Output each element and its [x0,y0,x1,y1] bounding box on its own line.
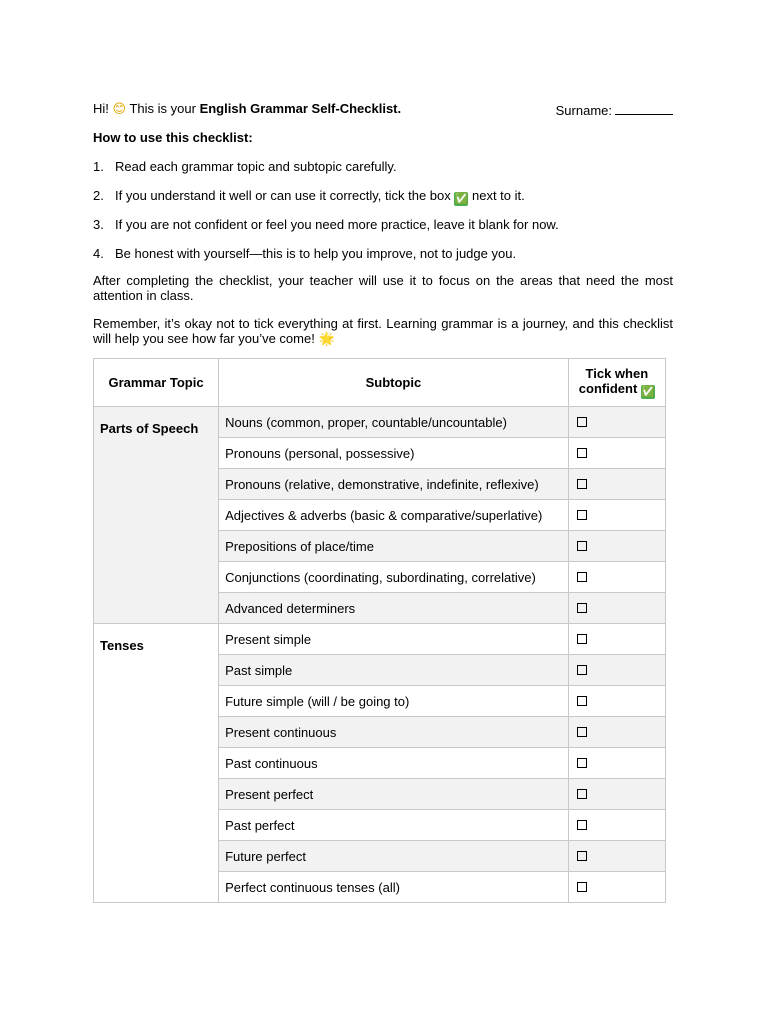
encouragement-paragraph: Remember, it’s okay not to tick everything at first. Learning grammar is a journey, and this checklist will help you see how far you’ve come! 🌟 [93,316,673,347]
subtopic-cell: Past simple [219,655,569,686]
tick-cell [568,686,665,717]
header-grammar-topic: Grammar Topic [94,359,219,407]
greeting: Hi! 😊 This is your English Grammar Self-Checklist. [93,101,402,117]
subtopic-cell: Conjunctions (coordinating, subordinating, correlative) [219,562,569,593]
table-row [94,407,666,438]
tick-cell [568,500,665,531]
header-tick: Tick when confident ✅ [568,359,665,407]
instruction-step: 1. Read each grammar topic and subtopic carefully. [93,159,397,174]
grammar-checklist-table [93,358,666,903]
tick-checkbox[interactable] [577,448,587,458]
subtopic-cell: Past continuous [219,748,569,779]
tick-checkbox[interactable] [577,727,587,737]
tick-cell [568,469,665,500]
tick-checkbox[interactable] [577,665,587,675]
subtopic-cell: Future simple (will / be going to) [219,686,569,717]
tick-cell [568,748,665,779]
instruction-step: 3. If you are not confident or feel you need more practice, leave it blank for now. [93,217,559,232]
subtopic-cell: Present continuous [219,717,569,748]
surname-blank-line[interactable] [615,101,673,115]
subtopic-cell: Advanced determiners [219,593,569,624]
tick-checkbox[interactable] [577,696,587,706]
tick-cell [568,438,665,469]
tick-checkbox[interactable] [577,820,587,830]
tick-checkbox[interactable] [577,572,587,582]
tick-cell [568,624,665,655]
teacher-note-paragraph: After completing the checklist, your teacher will use it to focus on the areas that need the most attention in class. [93,273,673,303]
tick-checkbox[interactable] [577,541,587,551]
tick-cell [568,810,665,841]
tick-checkbox[interactable] [577,510,587,520]
star-emoji-icon: 🌟 [318,332,335,347]
surname-field[interactable] [556,101,673,118]
tick-cell [568,779,665,810]
tick-checkbox[interactable] [577,851,587,861]
tick-cell [568,841,665,872]
table-row [94,624,666,655]
tick-checkbox[interactable] [577,758,587,768]
subtopic-cell: Adjectives & adverbs (basic & comparative/superlative) [219,500,569,531]
tick-checkbox[interactable] [577,789,587,799]
subtopic-cell: Pronouns (personal, possessive) [219,438,569,469]
instruction-step: 4. Be honest with yourself—this is to help you improve, not to judge you. [93,246,517,261]
tick-checkbox[interactable] [577,479,587,489]
tick-cell [568,872,665,903]
surname-label: Surname: [555,103,612,118]
smile-emoji-icon: 😊 [112,102,127,117]
grammar-topic-cell: Tenses [94,624,219,903]
table-header-row [94,359,666,407]
header-subtopic: Subtopic [219,359,569,407]
tick-cell [568,593,665,624]
tick-cell [568,655,665,686]
subtopic-cell: Nouns (common, proper, countable/uncountable) [219,407,569,438]
grammar-topic-cell: Parts of Speech [94,407,219,624]
subtopic-cell: Prepositions of place/time [219,531,569,562]
subtopic-cell: Present simple [219,624,569,655]
tick-cell [568,562,665,593]
tick-checkbox[interactable] [577,634,587,644]
checklist-title: English Grammar Self-Checklist. [199,101,402,116]
tick-cell [568,531,665,562]
check-mark-icon: ✅ [641,385,655,398]
check-mark-icon: ✅ [454,192,469,205]
subtopic-cell: Perfect continuous tenses (all) [219,872,569,903]
instruction-steps [93,159,673,275]
tick-cell [568,717,665,748]
subtopic-cell: Pronouns (relative, demonstrative, indefinite, reflexive) [219,469,569,500]
tick-checkbox[interactable] [577,882,587,892]
tick-checkbox[interactable] [577,417,587,427]
header [93,101,673,119]
subtopic-cell: Present perfect [219,779,569,810]
instructions-heading: How to use this checklist: [93,130,253,145]
subtopic-cell: Future perfect [219,841,569,872]
tick-cell [568,407,665,438]
instruction-step: 2. If you understand it well or can use it correctly, tick the box ✅ next to it. [93,188,525,205]
tick-checkbox[interactable] [577,603,587,613]
subtopic-cell: Past perfect [219,810,569,841]
